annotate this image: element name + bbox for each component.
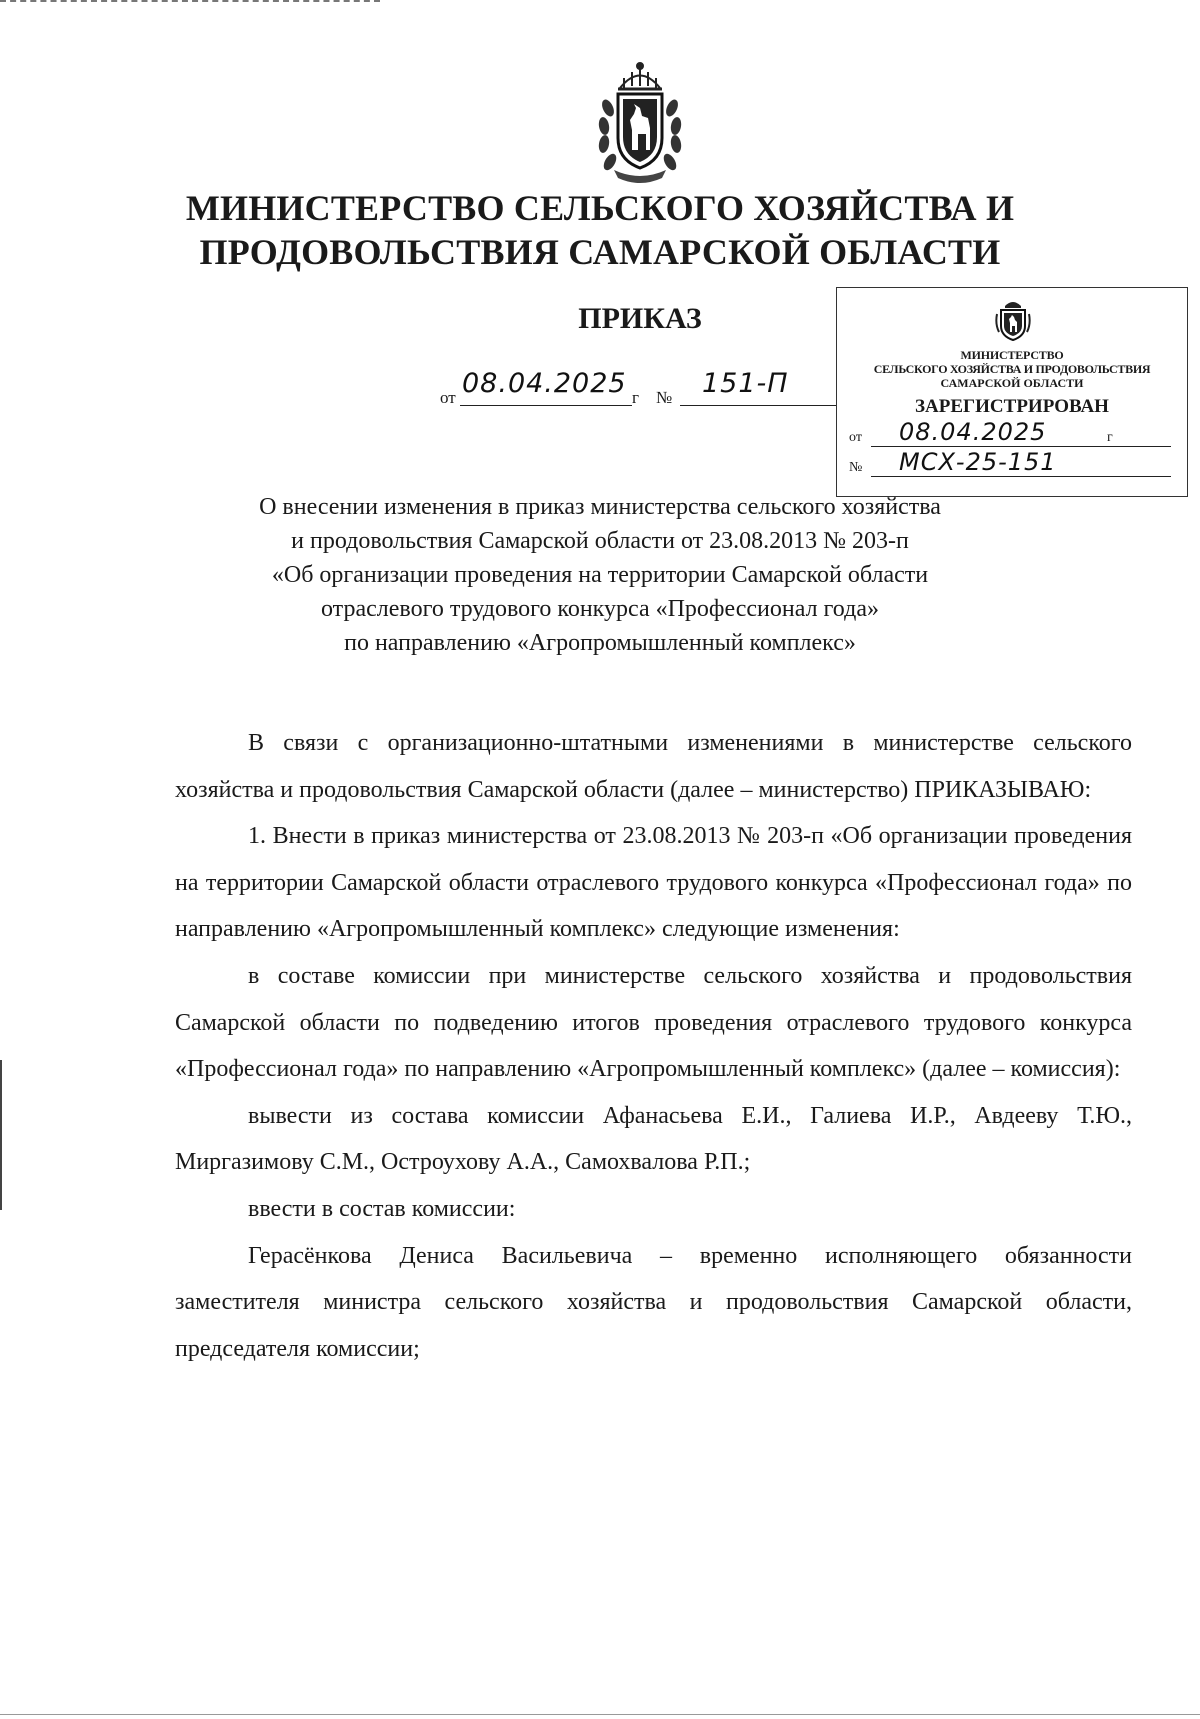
order-date-underline bbox=[460, 405, 632, 406]
stamp-date-row bbox=[849, 418, 1179, 448]
stamp-registered: ЗАРЕГИСТРИРОВАН bbox=[915, 396, 1109, 417]
stamp-line-2: СЕЛЬСКОГО ХОЗЯЙСТВА И ПРОДОВОЛЬСТВИЯ bbox=[873, 362, 1151, 376]
order-title: ПРИКАЗ bbox=[578, 302, 702, 335]
stamp-number-underline bbox=[871, 476, 1171, 477]
body-paragraph-3: в составе комиссии при министерстве сельского хозяйства и продовольствия Самарской области по подведению итогов проведения отраслевого трудового конкурса «Профессионал года» по направлению «Агропромышленный комплекс» (далее – комиссия): bbox=[175, 962, 1132, 1083]
order-number-underline bbox=[680, 405, 860, 406]
coat-of-arms-icon bbox=[590, 58, 690, 188]
stamp-line-1: МИНИСТЕРСТВО bbox=[960, 348, 1064, 362]
subject-line-4: отраслевого трудового конкурса «Профессионал года» bbox=[321, 596, 879, 622]
stamp-date-label: от bbox=[849, 430, 862, 445]
order-date-number-line bbox=[440, 368, 860, 408]
body-paragraph-1: В связи с организационно-штатными изменениями в министерстве сельского хозяйства и продовольствия Самарской области (далее – министерство) ПРИКАЗЫВАЮ: bbox=[175, 730, 1132, 803]
body-paragraph-4: вывести из состава комиссии Афанасьева Е.И., Галиева И.Р., Авдееву Т.Ю., Миргазимову С.М., Остроухову А.А., Самохвалова Р.П.; bbox=[175, 1102, 1132, 1176]
body-paragraph-5: ввести в состав комиссии: bbox=[248, 1195, 516, 1222]
order-body bbox=[175, 720, 1132, 1372]
ministry-title-line-1: МИНИСТЕРСТВО СЕЛЬСКОГО ХОЗЯЙСТВА И bbox=[185, 188, 1015, 228]
body-paragraph-6: Герасёнкова Дениса Васильевича – временно исполняющего обязанности заместителя министра сельского хозяйства и продовольствия Самарской области, председателя комиссии; bbox=[175, 1242, 1132, 1362]
scan-edge-bottom bbox=[0, 1714, 1200, 1715]
ministry-title-line-2: ПРОДОВОЛЬСТВИЯ САМАРСКОЙ ОБЛАСТИ bbox=[199, 232, 1001, 272]
subject-line-2: и продовольствия Самарской области от 23.08.2013 № 203-п bbox=[291, 528, 909, 554]
subject-line-5: по направлению «Агропромышленный комплекс» bbox=[344, 630, 856, 656]
body-paragraph-2: 1. Внести в приказ министерства от 23.08.2013 № 203-п «Об организации проведения на территории Самарской области отраслевого трудового конкурса «Профессионал года» по направлению «Агропромышленный комплекс» следующие изменения: bbox=[175, 823, 1132, 943]
order-date-label: от bbox=[440, 388, 456, 407]
order-date-handwritten: 08.04.2025 bbox=[462, 368, 627, 399]
stamp-year-suffix: г bbox=[1107, 430, 1113, 445]
order-number-label: № bbox=[656, 388, 673, 407]
stamp-line-3: САМАРСКОЙ ОБЛАСТИ bbox=[940, 376, 1084, 390]
stamp-date-handwritten: 08.04.2025 bbox=[899, 418, 1047, 446]
order-subject bbox=[150, 490, 1050, 660]
ministry-title bbox=[150, 186, 1050, 274]
scan-edge-top bbox=[0, 0, 380, 4]
subject-line-3: «Об организации проведения на территории Самарской области bbox=[271, 562, 929, 588]
registration-stamp bbox=[836, 287, 1188, 497]
stamp-number-row bbox=[849, 448, 1179, 478]
order-year-suffix: г bbox=[632, 388, 639, 407]
stamp-number-label: № bbox=[849, 460, 863, 475]
subject-line-1: О внесении изменения в приказ министерства сельского хозяйства bbox=[259, 494, 941, 520]
stamp-number-handwritten: МСХ-25-151 bbox=[899, 448, 1057, 476]
scan-edge-left bbox=[0, 1060, 2, 1210]
stamp-coat-of-arms-icon bbox=[993, 298, 1033, 342]
order-number-handwritten: 151-П bbox=[702, 368, 789, 399]
stamp-date-underline bbox=[871, 446, 1171, 447]
